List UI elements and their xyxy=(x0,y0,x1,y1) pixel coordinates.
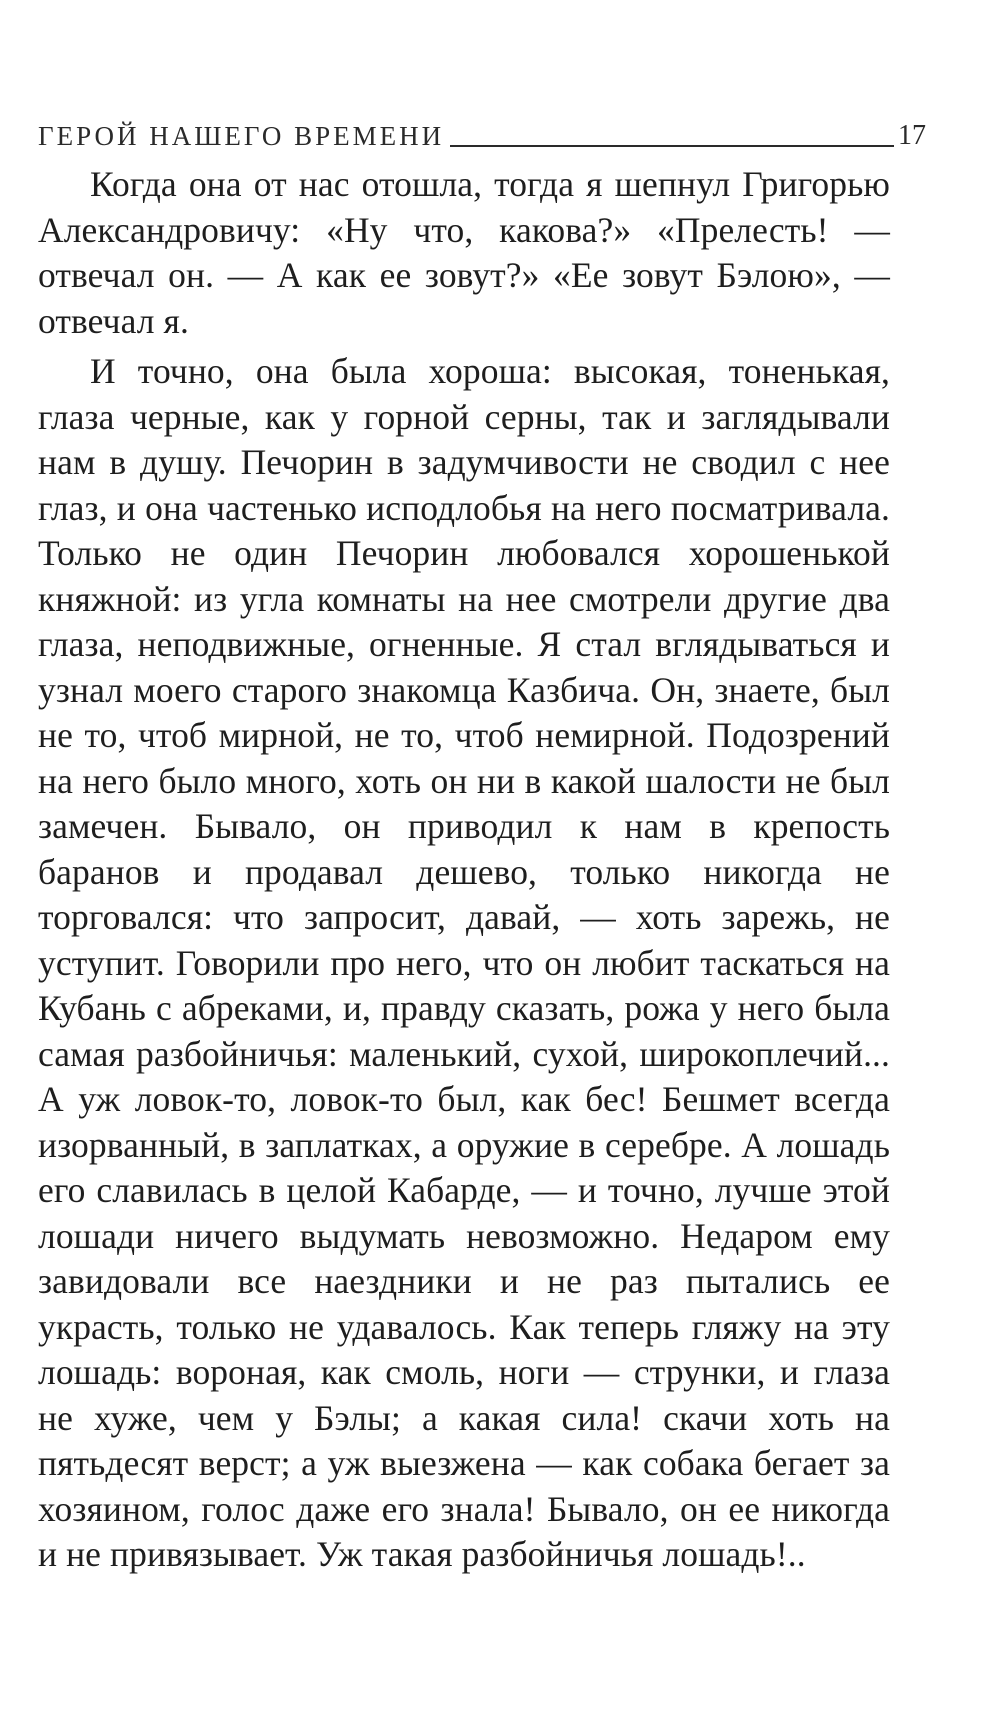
paragraph: Когда она от нас отошла, тогда я шепнул Григорью Александровичу: «Ну что, какова?» «Прелесть! — отвечал он. — А как ее зовут?» «Ее зовут Бэлою», — отвечал я. xyxy=(38,164,890,341)
header-rule xyxy=(450,145,894,147)
paragraph: И точно, она была хороша: высокая, тоненькая, глаза черные, как у горной серны, так и заглядывали нам в душу. Печорин в задумчивости не сводил с нее глаз, и она частенько исподлобья на него посматривала. Только не один Печорин любовался хорошенькой княжной: из угла комнаты на нее смотрели другие два глаза, неподвижные, огненные. Я стал вглядываться и узнал моего старого знакомца Казбича. Он, знаете, был не то, чтоб мирной, не то, чтоб немирной. Подозрений на него было много, хоть он ни в какой шалости не был замечен. Бывало, он приводил к нам в крепость баранов и продавал дешево, только никогда не торговался: что запросит, давай, — хоть зарежь, не уступит. Говорили про него, что он любит таскаться на Кубань с абреками, и, правду сказать, рожа у него была самая разбойничья: маленький, сухой, широкоплечий... А уж ловок-то, ловок-то был, как бес! Бешмет всегда изорванный, в заплатках, а оружие в серебре. А лошадь его славилась в целой Кабарде, — и точно, лучше этой лошади ничего выдумать невозможно. Недаром ему завидовали все наездники и не раз пытались ее украсть, только не удавалось. Как теперь гляжу на эту лошадь: вороная, как смоль, ноги — струнки, и глаза не хуже, чем у Бэлы; а какая сила! скачи хоть на пятьдесят верст; а уж выезжена — как собака бегает за хозяином, голос даже его знала! Бывало, он ее никогда и не привязывает. Уж такая разбойничья лошадь!.. xyxy=(38,351,890,1574)
page-number: 17 xyxy=(898,120,926,151)
running-header xyxy=(38,110,926,150)
running-title: ГЕРОЙ НАШЕГО ВРЕМЕНИ xyxy=(38,121,445,151)
body-text xyxy=(38,162,890,1578)
